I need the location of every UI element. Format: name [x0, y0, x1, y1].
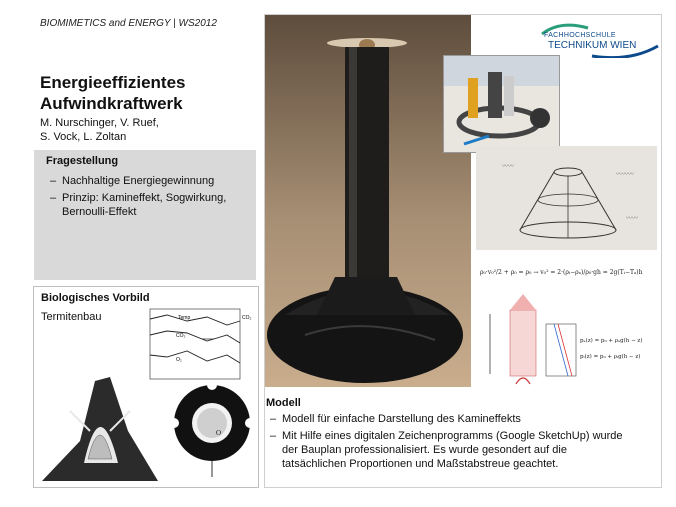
bio-box — [33, 286, 259, 488]
question-heading: Fragestellung — [46, 155, 119, 167]
logo-school-name: TECHNIKUM WIEN — [548, 40, 637, 51]
title-line-2: Aufwindkraftwerk — [40, 94, 183, 113]
course-header: BIOMIMETICS and ENERGY | WS2012 — [40, 18, 217, 29]
co2-axis-label: CO₂ — [242, 315, 252, 321]
co2-label: CO₂ — [176, 333, 186, 339]
question-list — [46, 174, 246, 222]
bio-heading: Biologisches Vorbild — [41, 292, 150, 304]
model-item: – Modell für einfache Darstellung des Kamineffekts — [266, 412, 626, 426]
pressure-outside: pₐ(z) = p₀ + ρₐg(h − z) — [580, 338, 643, 344]
authors-line-1: M. Nurschinger, V. Ruef, — [40, 117, 159, 129]
materials-photo — [443, 55, 560, 153]
pressure-inside: pᵢ(z) = p₀ + ρᵢg(h − z) — [580, 354, 641, 360]
authors — [40, 116, 159, 144]
svg-text:〰〰: 〰〰 — [626, 215, 639, 222]
svg-text:5: 5 — [54, 406, 58, 415]
question-item: – Prinzip: Kamineffekt, Sogwirkung, Bernoulli-Effekt — [46, 191, 246, 219]
o2-label: O₂ — [176, 357, 182, 363]
chimney-model-photo — [265, 15, 471, 387]
title-line-1: Energieeffizientes — [40, 73, 186, 92]
svg-text:O: O — [216, 429, 222, 437]
logo-school-type: FACHHOCHSCHULE — [544, 32, 616, 39]
svg-text:6: 6 — [50, 430, 54, 439]
formula-svg — [476, 254, 657, 388]
chimney-model-illustration — [265, 15, 471, 387]
authors-line-2: S. Vock, L. Zoltan — [40, 131, 127, 143]
svg-text:〰〰〰: 〰〰〰 — [616, 171, 635, 178]
temp-label: Temp — [178, 315, 191, 321]
question-item: – Nachhaltige Energiegewinnung — [46, 174, 246, 188]
question-box — [34, 150, 256, 280]
materials-illustration — [444, 56, 559, 152]
main-formula: ρ₀·v₀²/2 + ρ₀ = ρ₀ → v₀² = 2·(ρᵢ−ρₐ)/ρ₀·gh = 2g(Tᵢ−Tₐ)h — [480, 269, 643, 276]
termite-mound-drawing — [40, 371, 160, 483]
model-list — [266, 412, 626, 471]
design-sketch — [476, 146, 657, 250]
model-section — [266, 397, 656, 474]
bio-subject: Termitenbau — [41, 311, 102, 323]
model-heading: Modell — [266, 397, 301, 409]
sketch-drawing — [476, 146, 657, 250]
svg-text:〰〰: 〰〰 — [502, 163, 515, 170]
model-item: – Mit Hilfe eines digitalen Zeichenprogramms (Google SketchUp) wurde der Bauplan professionalisiert. Es wurde gesondert auf die tatsächlichen Proportionen und Maßstabstreue geachtet. — [266, 429, 626, 471]
poster-title — [40, 72, 186, 114]
termite-mound-crosssection — [172, 379, 254, 479]
formula-diagram — [476, 254, 657, 388]
